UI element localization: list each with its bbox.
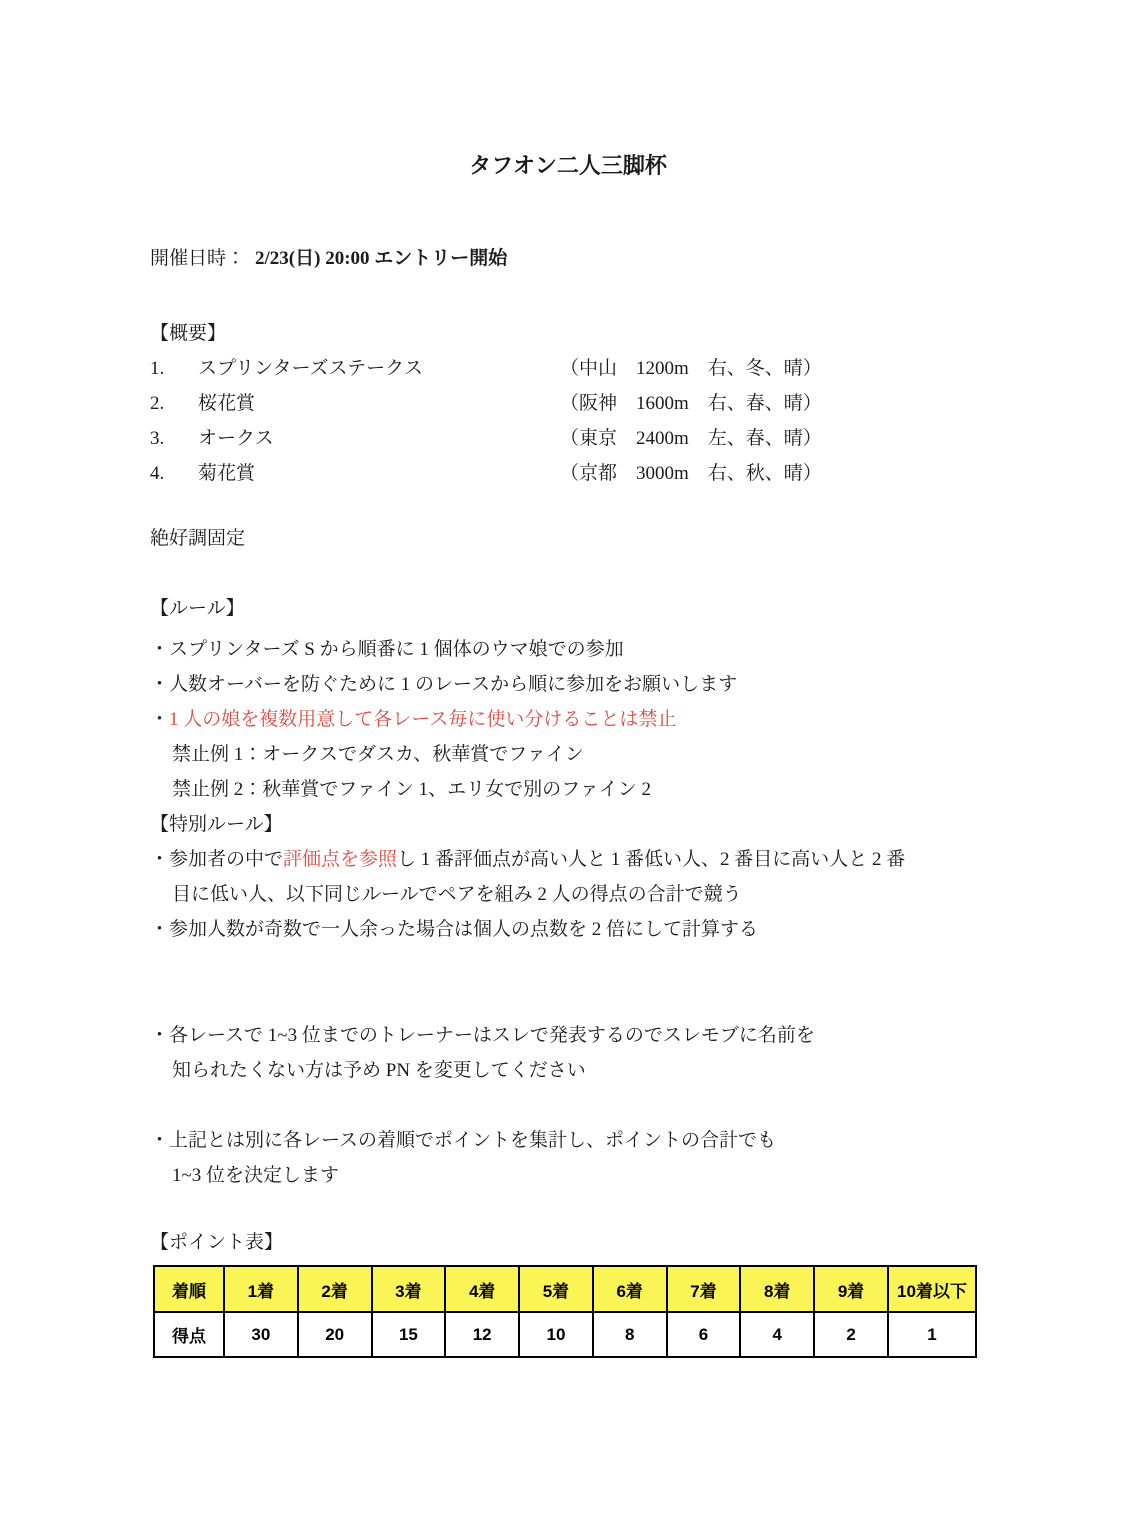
race-name: 菊花賞 <box>198 463 256 484</box>
points-table <box>153 1265 977 1358</box>
race-details: （東京 2400m 左、春、晴） <box>560 428 822 449</box>
race-row <box>150 456 986 491</box>
header-cell: 6着 <box>593 1266 667 1312</box>
value-cell: 10 <box>519 1312 593 1357</box>
points-table-value-row <box>154 1312 976 1357</box>
race-number: 2. <box>150 393 165 414</box>
schedule-label: 開催日時： <box>150 248 246 269</box>
value-cell: 1 <box>888 1312 976 1357</box>
doc-title: タフオン二人三脚杯 <box>469 153 667 178</box>
condition-note: 絶好調固定 <box>150 528 246 549</box>
banned-rule-text: 1 人の娘を複数用意して各レース毎に使い分けることは禁止 <box>169 709 677 730</box>
schedule-line <box>150 241 986 276</box>
pair-rule-suffix: し 1 番評価点が高い人と 1 番低い人、2 番目に高い人と 2 番 <box>397 849 906 870</box>
header-cell: 1着 <box>224 1266 298 1312</box>
race-details: （中山 1200m 右、冬、晴） <box>560 358 822 379</box>
value-cell: 30 <box>224 1312 298 1357</box>
rules-heading: 【ルール】 <box>150 598 245 619</box>
document-content <box>150 0 986 1358</box>
header-cell: 5着 <box>519 1266 593 1312</box>
header-cell: 7着 <box>667 1266 741 1312</box>
pair-rule-line2: 目に低い人、以下同じルールでペアを組み 2 人の得点の合計で競う <box>172 884 742 905</box>
points-table-heading: 【ポイント表】 <box>150 1232 284 1253</box>
banned-example: 禁止例 1：オークスでダスカ、秋華賞でファイン <box>172 744 584 765</box>
pair-rule-prefix: ・参加者の中で <box>150 849 284 870</box>
race-number: 4. <box>150 463 165 484</box>
value-cell: 4 <box>740 1312 814 1357</box>
header-cell: 8着 <box>740 1266 814 1312</box>
banned-example: 禁止例 2：秋華賞でファイン 1、エリ女で別のファイン 2 <box>172 779 651 800</box>
announce-rule-line1: ・各レースで 1~3 位までのトレーナーはスレで発表するのでスレモブに名前を <box>150 1025 815 1046</box>
bullet: ・ <box>150 709 170 730</box>
value-cell: 6 <box>667 1312 741 1357</box>
points-table-header-row <box>154 1266 976 1312</box>
points-rule-line1: ・上記とは別に各レースの着順でポイントを集計し、ポイントの合計でも <box>150 1130 777 1151</box>
overview-heading: 【概要】 <box>150 323 227 344</box>
header-cell: 9着 <box>814 1266 888 1312</box>
schedule-value: 2/23(日) 20:00 エントリー開始 <box>255 248 508 269</box>
rule-item: ・スプリンターズ S から順番に 1 個体のウマ娘での参加 <box>150 639 624 660</box>
points-rule-line2: 1~3 位を決定します <box>172 1165 340 1186</box>
race-details: （阪神 1600m 右、春、晴） <box>560 393 822 414</box>
rule-item: ・人数オーバーを防ぐために 1 のレースから順に参加をお願いします <box>150 674 738 695</box>
odd-rule: ・参加人数が奇数で一人余った場合は個人の点数を 2 倍にして計算する <box>150 919 759 940</box>
pair-rule-highlight: 評価点を参照 <box>283 849 398 870</box>
header-cell: 着順 <box>154 1266 224 1312</box>
special-rules-heading: 【特別ルール】 <box>150 814 283 835</box>
header-cell: 3着 <box>372 1266 446 1312</box>
header-cell: 4着 <box>445 1266 519 1312</box>
race-row <box>150 421 986 456</box>
banned-rule <box>150 702 986 737</box>
value-cell: 15 <box>372 1312 446 1357</box>
value-cell: 2 <box>814 1312 888 1357</box>
race-row <box>150 386 986 421</box>
race-name: スプリンターズステークス <box>198 358 423 379</box>
announce-rule-line2: 知られたくない方は予め PN を変更してください <box>172 1060 586 1081</box>
value-cell: 得点 <box>154 1312 224 1357</box>
header-cell: 10着以下 <box>888 1266 976 1312</box>
race-details: （京都 3000m 右、秋、晴） <box>560 463 822 484</box>
value-cell: 12 <box>445 1312 519 1357</box>
race-number: 3. <box>150 428 165 449</box>
pair-rule-line1 <box>150 842 986 877</box>
value-cell: 20 <box>298 1312 372 1357</box>
header-cell: 2着 <box>298 1266 372 1312</box>
race-number: 1. <box>150 358 165 379</box>
race-name: オークス <box>198 428 274 449</box>
race-row <box>150 351 986 386</box>
race-name: 桜花賞 <box>198 393 256 414</box>
value-cell: 8 <box>593 1312 667 1357</box>
